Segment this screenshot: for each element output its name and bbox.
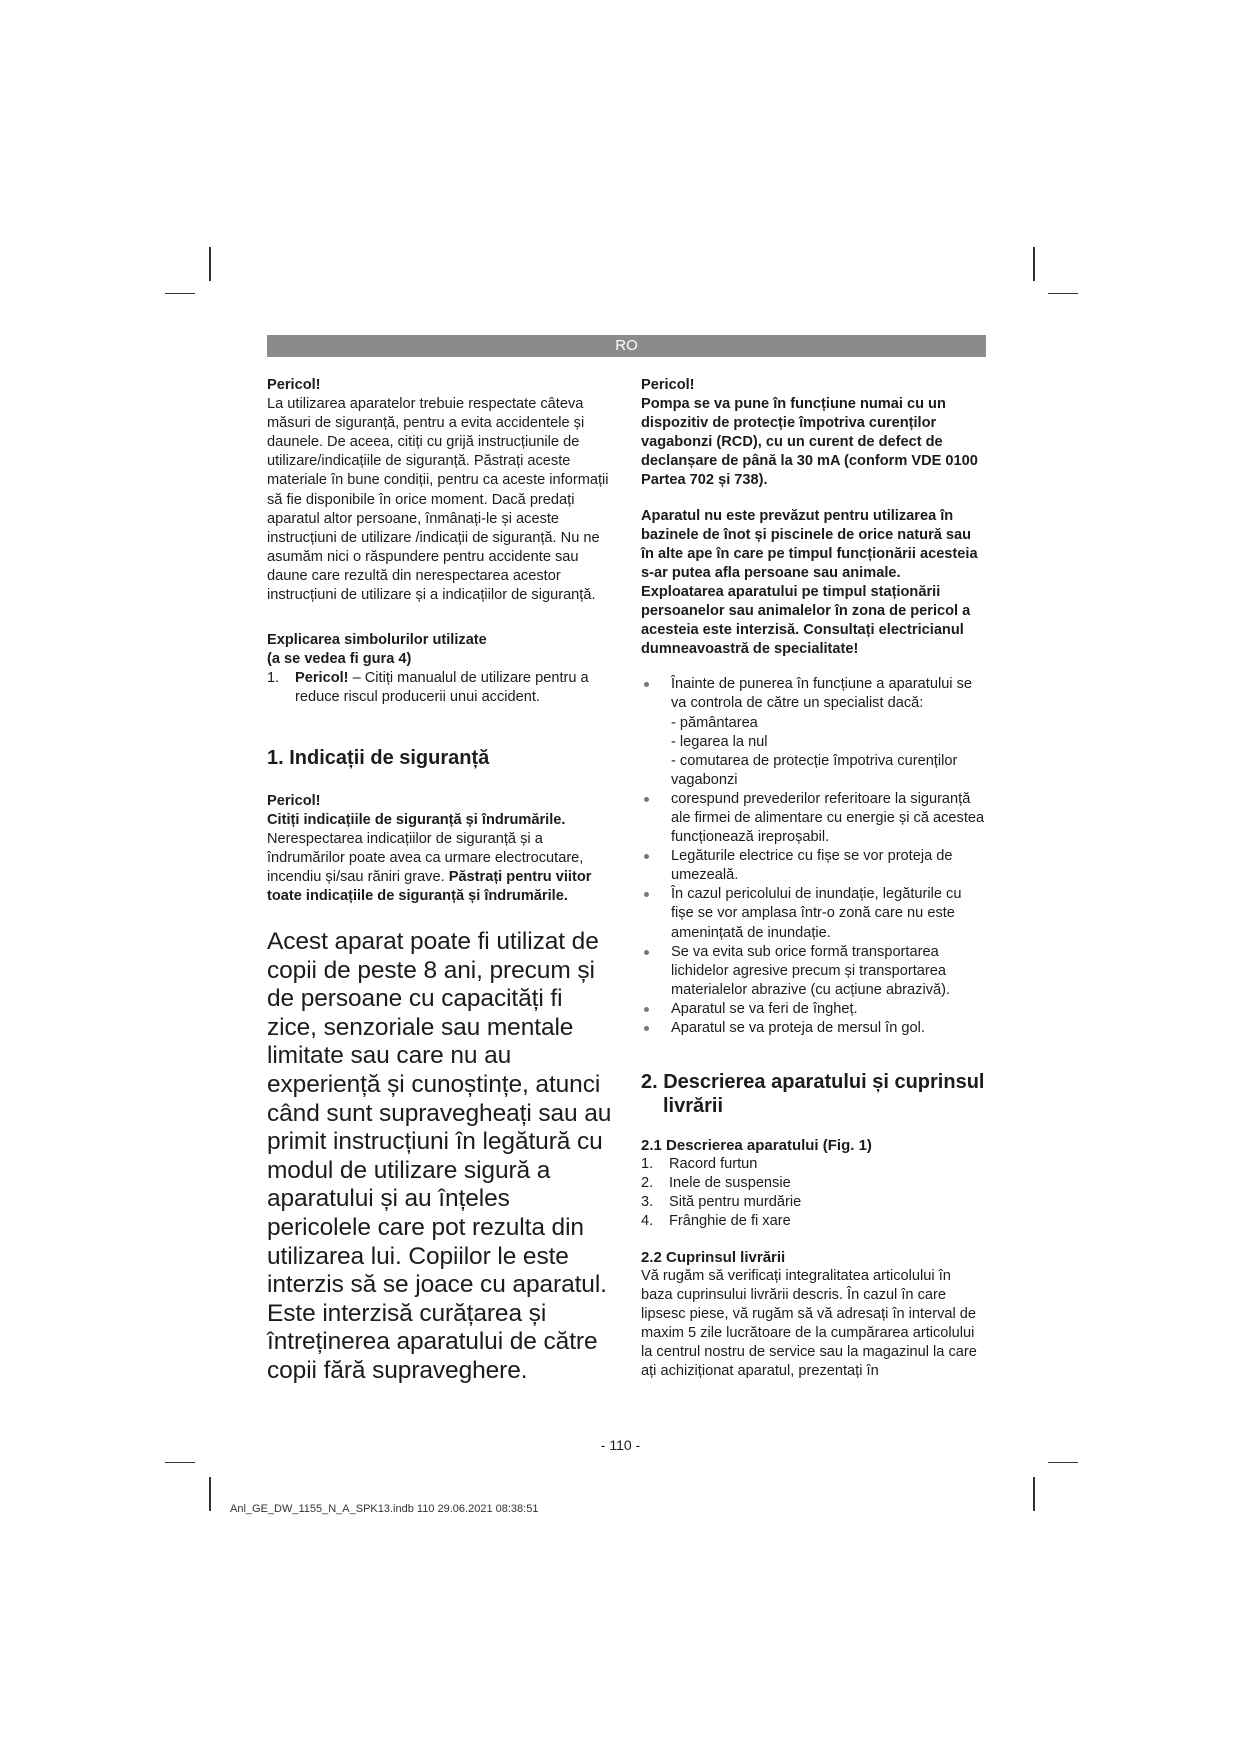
safety-body: Nerespectarea indicațiilor de siguranță și a îndrumărilor poate avea ca urmare electrocutare, incendiu și/sau răniri grave. [267, 830, 584, 885]
right-column [641, 376, 986, 1381]
symbol-label: Pericol! [295, 670, 349, 687]
symbols-heading-ref: (a se vedea fi gura 4) [267, 651, 412, 668]
part-label: Sită pentru murdărie [669, 1194, 802, 1211]
symbols-list [267, 669, 612, 707]
crop-mark-top-left-h [165, 293, 195, 294]
part-label: Racord furtun [669, 1156, 758, 1173]
subsection-2-2-heading: 2.2 Cuprinsul livrării [641, 1248, 786, 1266]
part-label: Frânghie de fi xare [669, 1213, 791, 1230]
part-number: 2. [641, 1175, 654, 1192]
page-number: - 110 - [600, 1437, 641, 1453]
bullet-item [641, 847, 986, 885]
part-label: Inele de suspensie [669, 1175, 791, 1192]
warning-title: Pericol! [267, 377, 321, 393]
bullet-sub-item: - legarea la nul [671, 733, 768, 750]
language-header-bar [267, 335, 986, 357]
parts-list [641, 1155, 986, 1231]
safety-bold-keep: Păstrați pentru viitor toate indicațiile de siguranță și îndrumările. [267, 868, 592, 904]
part-number: 1. [641, 1156, 654, 1173]
children-usage-notice: Acest aparat poate fi utilizat de copii de peste 8 ani, precum și de persoane cu capacități fi zice, senzoriale sau mentale limitate sau care nu au experiență și cunoștințe, atunci când sunt supravegheați sau au primit instrucțiuni în legătură cu modul de utilizare sigură a aparatului și au înțeles pericolele care pot rezulta din utilizarea lui. Copiilor le este interzis să se joace cu aparatul. Este interzisă curățarea și întreținerea aparatului de către copii fără supraveghere. [267, 928, 612, 1384]
part-item [641, 1155, 986, 1174]
left-column [267, 376, 612, 1386]
list-number: 1. [267, 670, 280, 687]
symbols-list-item [267, 669, 612, 707]
crop-mark-bottom-right-h [1048, 1462, 1078, 1463]
bullet-sub-item: - pământarea [671, 714, 758, 731]
section-1-heading: 1. Indicații de siguranță [267, 746, 490, 769]
warning-text: La utilizarea aparatelor trebuie respectate câteva măsuri de siguranță, pentru a evita accidentele și daunele. De aceea, citiți cu grijă instrucțiunile de utilizare/indicațiile de siguranță. Păstrați aceste materiale în bune condiții, pentru ca aceste informații să fie disponibile în orice moment. Dacă predați aparatul altor persoane, înmânați-le și aceste instrucțiuni de utilizare /indicații de siguranță. Nu ne asumăm nici o răspundere pentru accidente sau daune care rezultă din nerespectarea acestor instrucțiuni de utilizare și a indicațiilor de siguranță. [267, 396, 609, 604]
bullet-item [641, 1000, 986, 1019]
subsection-2-1-heading: 2.1 Descrierea aparatului (Fig. 1) [641, 1137, 872, 1155]
bullet-text: În cazul pericolului de inundație, legăturile cu fișe se vor amplasa într-o zonă care nu este amenințată de inundație. [671, 886, 962, 941]
bullet-sub-item: - comutarea de protecție împotriva curenților vagabonzi [671, 752, 958, 788]
rcd-warning: Pompa se va pune în funcțiune numai cu un dispozitiv de protecție împotriva curenților vagabonzi (RCD), cu un curent de defect de declanșare de până la 30 mA (conform VDE 0100 Partea 702 și 738). [641, 396, 978, 489]
warning-title: Pericol! [267, 792, 321, 809]
language-code: RO [615, 337, 638, 354]
safety-bold-lead: Citiți indicațiile de siguranță și îndrumările. [267, 811, 566, 828]
part-item [641, 1174, 986, 1193]
part-number: 4. [641, 1213, 654, 1230]
pool-warning: Aparatul nu este prevăzut pentru utilizarea în bazinele de înot și piscinele de orice natură sau în alte ape în care pe timpul funcționării acesteia s-ar putea afla persoane sau animale. Exploatarea aparatului pe timpul staționării persoanelor sau animalelor în zona de pericol a acesteia este interzisă. Consultați electricianul dumneavoastră de specialitate! [641, 507, 978, 658]
symbols-heading: Explicarea simbolurilor utilizate [267, 632, 487, 649]
bullet-text: corespund prevederilor referitoare la siguranță ale firmei de alimentare cu energie și că acestea funcționează ireproșabil. [671, 790, 985, 846]
crop-mark-top-right-h [1048, 293, 1078, 294]
crop-mark-bottom-right [1033, 1477, 1035, 1511]
bullet-item [641, 675, 986, 790]
part-item [641, 1212, 986, 1231]
crop-mark-top-left [209, 247, 211, 281]
delivery-scope-text: Vă rugăm să verificați integralitatea articolului în baza cuprinsului livrării descris. În cazul în care lipsesc piese, vă rugăm să vă adresați în interval de maxim 5 zile lucrătoare de la cumpărarea articolului la centrul nostru de service sau la magazinul la care ați achiziționat aparatul, prezentați în [641, 1267, 977, 1380]
bullet-text: Înainte de punerea în funcțiune a aparatului se va controla de către un specialist dacă: [671, 676, 973, 712]
part-item [641, 1193, 986, 1212]
section-2-heading: 2. Descrierea aparatului și cuprinsul livrării [641, 1071, 985, 1118]
bullet-text: Aparatul se va feri de îngheț. [671, 1000, 858, 1017]
bullet-item [641, 943, 986, 1000]
symbol-description: – Citiți manualul de utilizare pentru a reduce riscul producerii unui accident. [295, 670, 589, 706]
print-file-info: Anl_GE_DW_1155_N_A_SPK13.indb 110 29.06.2021 08:38:51 [230, 1503, 539, 1515]
bullet-text: Legăturile electrice cu fișe se vor proteja de umezeală. [671, 848, 953, 884]
bullet-item [641, 790, 986, 847]
bullet-text: Aparatul se va proteja de mersul în gol. [671, 1020, 925, 1036]
warning-title: Pericol! [641, 377, 695, 393]
safety-instructions-text [267, 811, 612, 906]
bullet-item [641, 1019, 986, 1038]
crop-mark-bottom-left-h [165, 1462, 195, 1463]
crop-mark-bottom-left [209, 1477, 211, 1511]
bullet-item [641, 885, 986, 942]
part-number: 3. [641, 1194, 654, 1211]
crop-mark-top-right [1033, 247, 1035, 281]
bullet-text: Se va evita sub orice formă transportarea lichidelor agresive precum și transportarea materialelor abrazive (cu acțiune abrazivă). [671, 943, 951, 998]
safety-bullet-list [641, 675, 986, 1038]
